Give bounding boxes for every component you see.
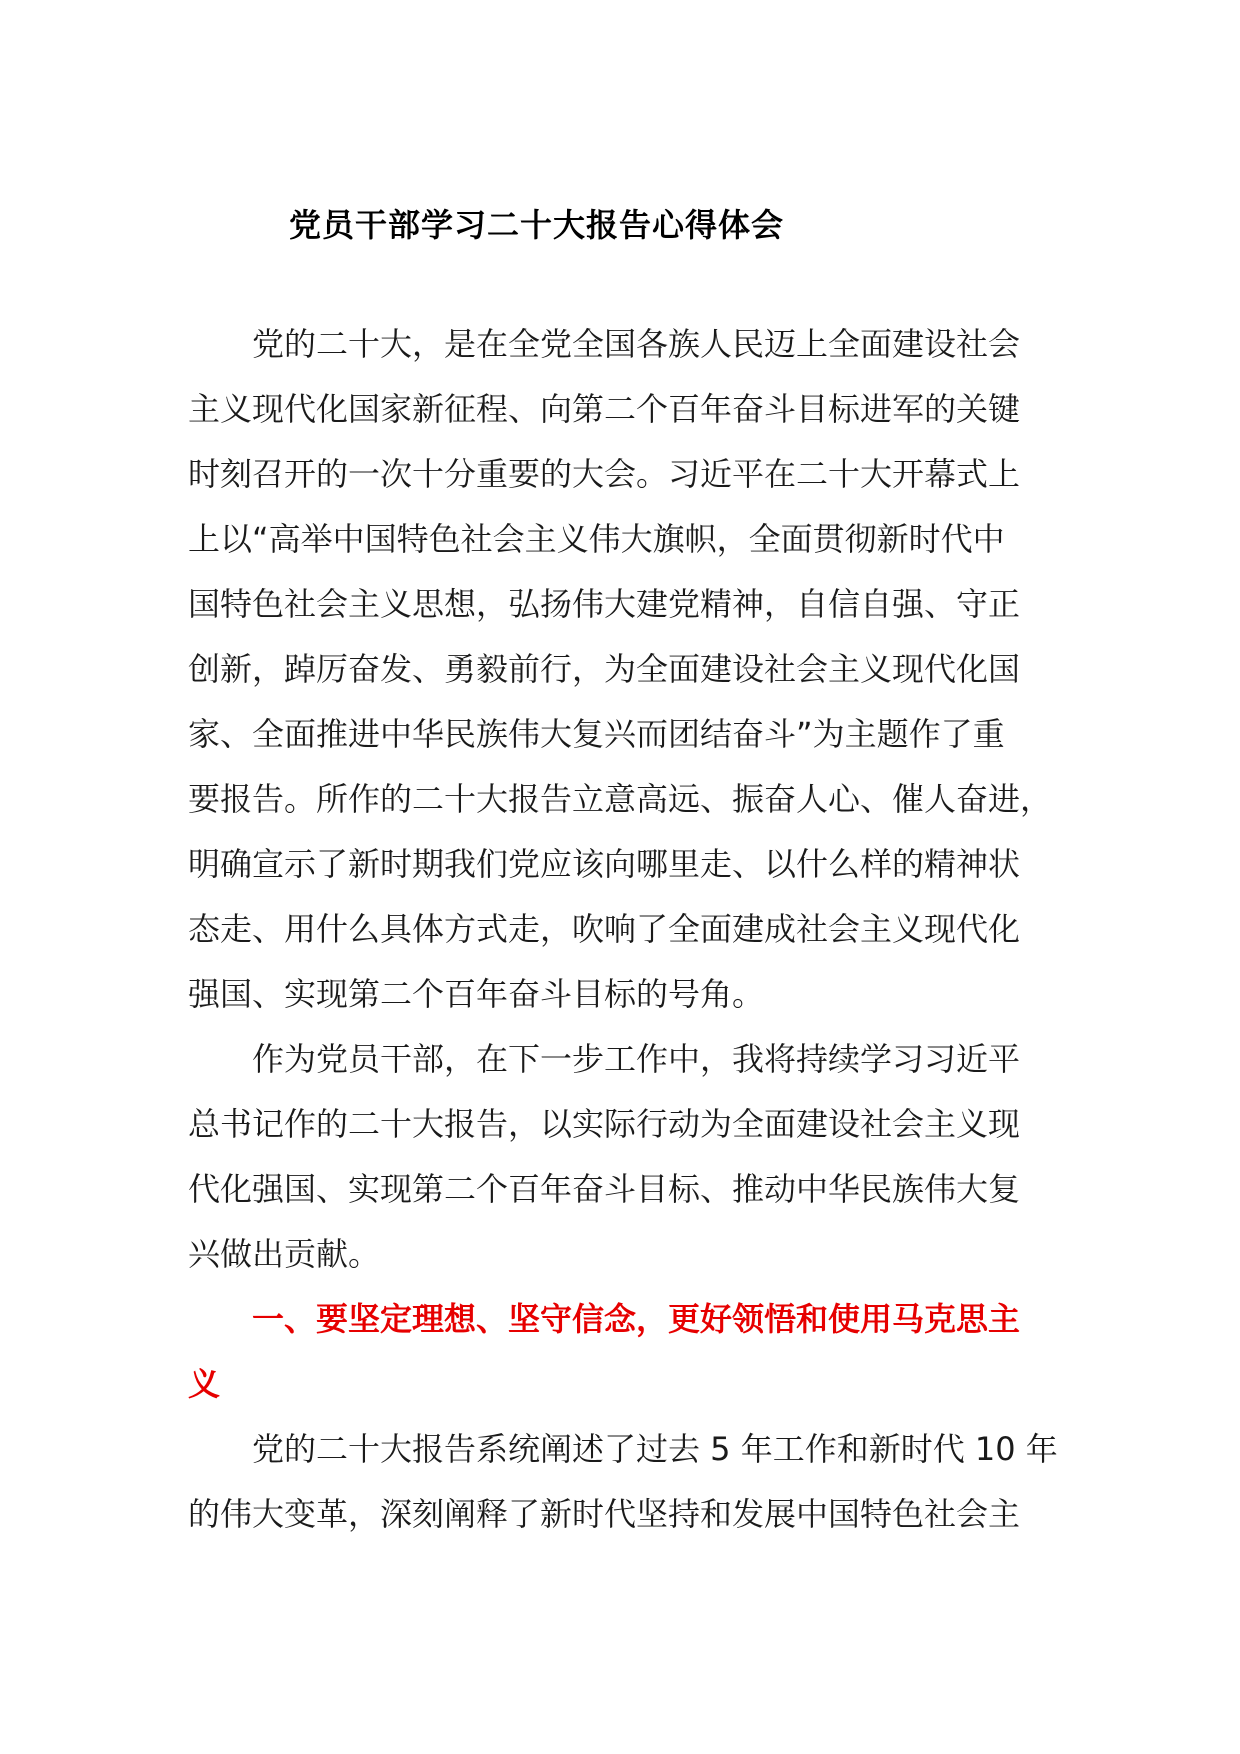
text-line: 的伟大变革，深刻阐释了新时代坚持和发展中国特色社会主 (188, 1495, 1021, 1533)
text-line: 代化强国、实现第二个百年奋斗目标、推动中华民族伟大复 (188, 1170, 1021, 1208)
text-line: 要报告。所作的二十大报告立意高远、振奋人心、催人奋进， (188, 780, 1053, 818)
text-line: 创新，踔厉奋发、勇毅前行，为全面建设社会主义现代化国 (188, 650, 1021, 688)
text-line: 党的二十大，是在全党全国各族人民迈上全面建设社会 (252, 325, 1021, 363)
text-line: 家、全面推进中华民族伟大复兴而团结奋斗”为主题作了重 (188, 715, 1005, 753)
text-line: 国特色社会主义思想，弘扬伟大建党精神，自信自强、守正 (188, 585, 1021, 623)
text-line: 作为党员干部，在下一步工作中，我将持续学习习近平 (252, 1040, 1021, 1078)
document-title: 党员干部学习二十大报告心得体会 (289, 206, 785, 244)
text-line: 主义现代化国家新征程、向第二个百年奋斗目标进军的关键 (188, 390, 1021, 428)
paragraph-3 (188, 1417, 1061, 1547)
text-line: 强国、实现第二个百年奋斗目标的号角。 (188, 975, 765, 1013)
section-heading-1 (188, 1287, 1061, 1417)
text-line: 明确宣示了新时期我们党应该向哪里走、以什么样的精神状 (188, 845, 1021, 883)
text-line: 态走、用什么具体方式走，吹响了全面建成社会主义现代化 (188, 910, 1021, 948)
text-line: 上以“高举中国特色社会主义伟大旗帜，全面贯彻新时代中 (188, 520, 1005, 558)
text-line: 兴做出贡献。 (188, 1235, 381, 1273)
heading-line: 一、要坚定理想、坚守信念，更好领悟和使用马克思主 (252, 1300, 1021, 1338)
paragraph-1 (188, 312, 1061, 1027)
paragraph-2 (188, 1027, 1061, 1287)
text-line: 总书记作的二十大报告，以实际行动为全面建设社会主义现 (188, 1105, 1021, 1143)
text-line: 时刻召开的一次十分重要的大会。习近平在二十大开幕式上 (188, 455, 1021, 493)
document-body (188, 312, 1061, 1547)
heading-line: 义 (188, 1365, 221, 1403)
text-line: 党的二十大报告系统阐述了过去 5 年工作和新时代 10 年 (252, 1430, 1058, 1468)
